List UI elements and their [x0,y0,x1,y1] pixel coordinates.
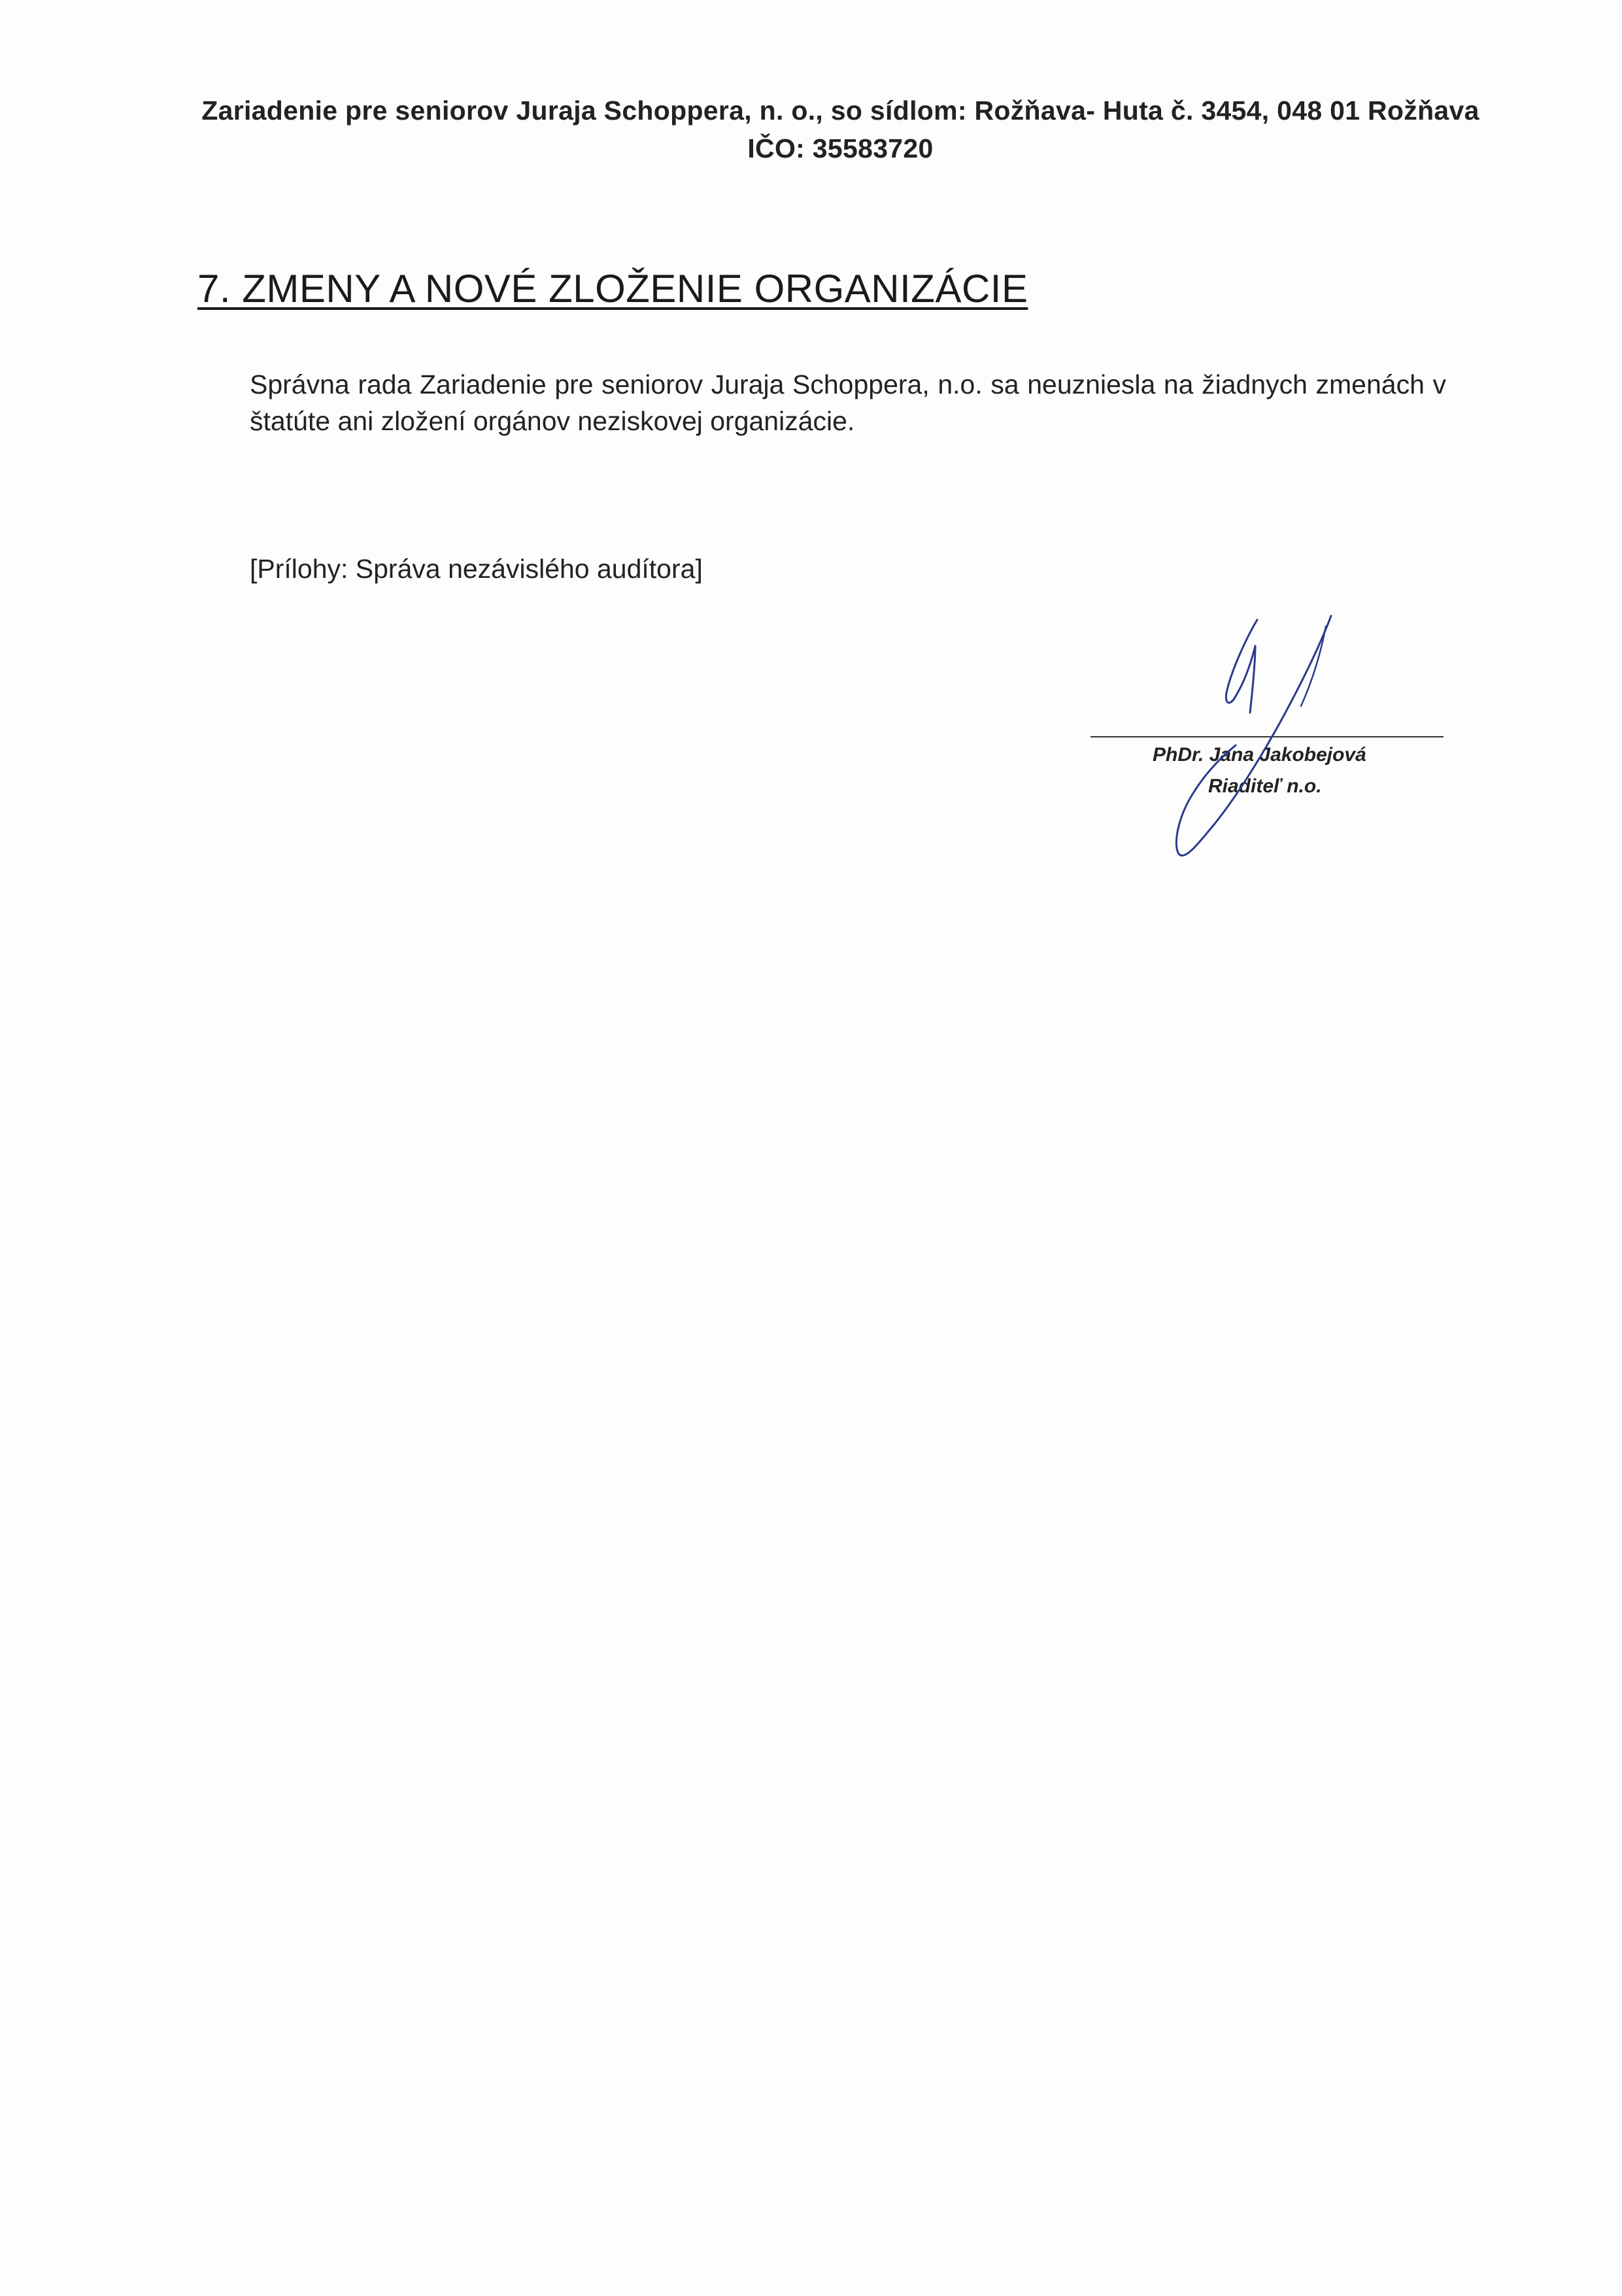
signature-block [1090,608,1457,883]
attachments-note: [Prílohy: Správa nezávislého audítora] [250,554,703,584]
organization-address: Zariadenie pre seniorov Juraja Schoppera, n. o., so sídlom: Rožňava- Huta č. 3454, 048 01 Rožňava [201,95,1479,126]
organization-header [0,92,1622,167]
signature-line [1090,736,1444,737]
section-title: 7. ZMENY A NOVÉ ZLOŽENIE ORGANIZÁCIE [197,267,1028,311]
organization-ico: IČO: 35583720 [747,133,934,163]
section-body-paragraph: Správna rada Zariadenie pre seniorov Juraja Schoppera, n.o. sa neuzniesla na žiadnych zmenách v štatúte ani zložení orgánov neziskovej organizácie. [250,369,1446,436]
signatory-name: PhDr. Jana Jakobejová [1153,744,1366,766]
signatory-role: Riaditeľ n.o. [1208,775,1322,797]
